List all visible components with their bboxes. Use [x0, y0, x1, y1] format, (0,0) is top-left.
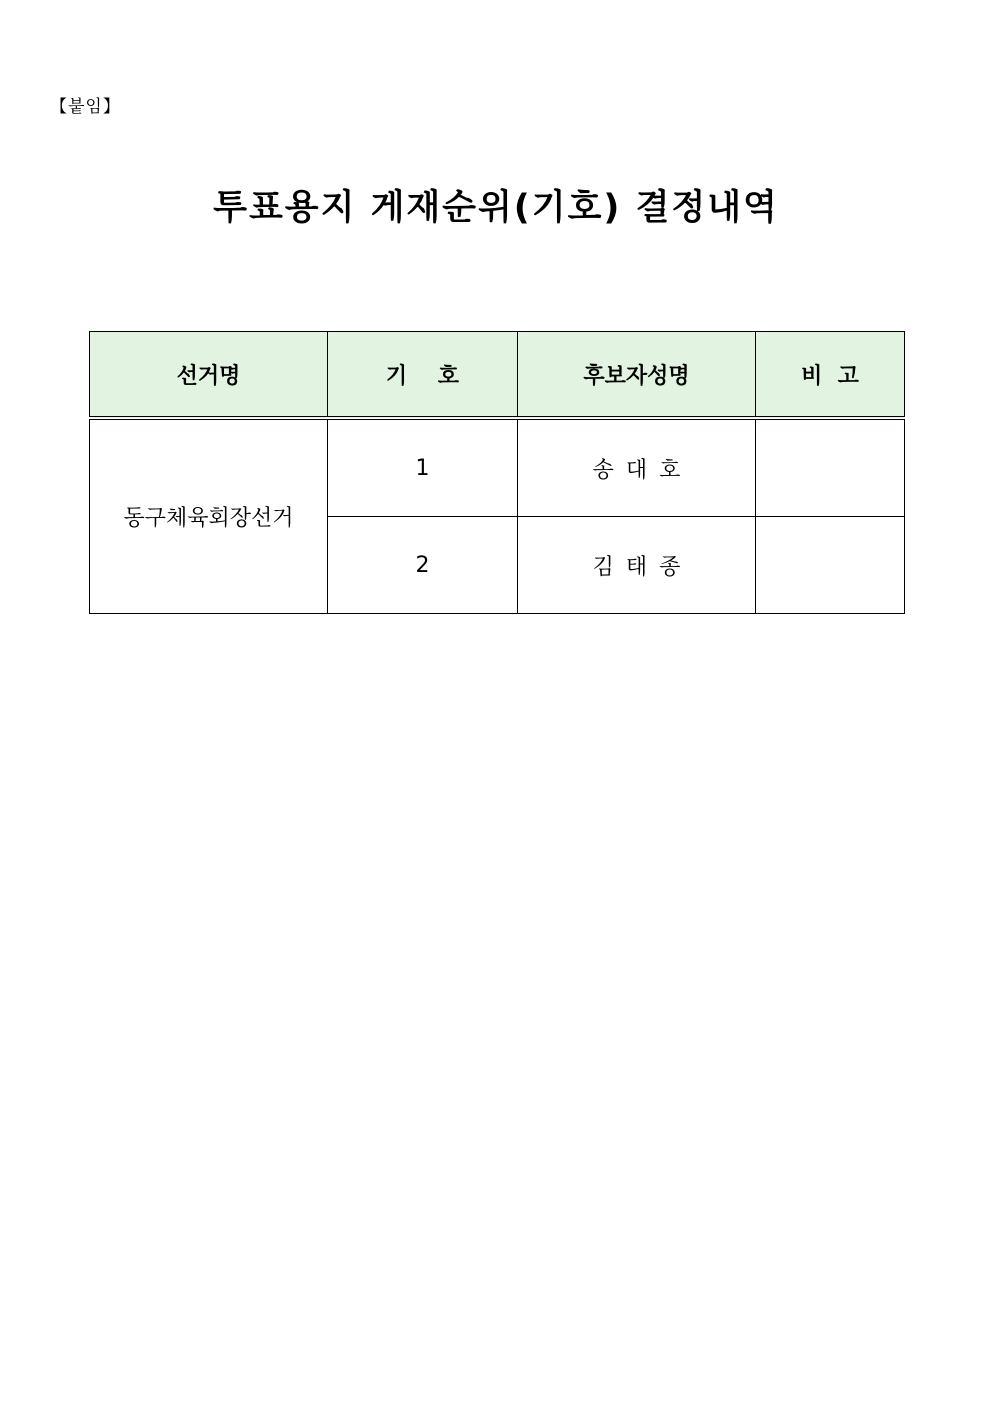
- candidate-name-cell: [518, 418, 756, 517]
- table-header-row: [90, 332, 905, 419]
- header-number: 기 호: [328, 332, 518, 419]
- header-remarks: 비 고: [756, 332, 905, 419]
- remarks-cell: [756, 517, 905, 614]
- candidate-name: 김태종: [592, 554, 693, 580]
- page-title: 투표용지 게재순위(기호) 결정내역: [213, 188, 779, 228]
- remarks-cell: [756, 418, 905, 517]
- number-cell: 2: [328, 517, 518, 614]
- candidate-name-cell: [518, 517, 756, 614]
- candidate-name: 송대호: [592, 457, 693, 483]
- header-candidate-name: 후보자성명: [518, 332, 756, 419]
- header-election-name: 선거명: [90, 332, 328, 419]
- attachment-label: 【붙임】: [50, 97, 121, 117]
- ballot-order-table: [89, 331, 905, 614]
- number-cell: 1: [328, 418, 518, 517]
- election-name-cell: 동구체육회장선거: [90, 418, 328, 614]
- table-row: [90, 418, 905, 517]
